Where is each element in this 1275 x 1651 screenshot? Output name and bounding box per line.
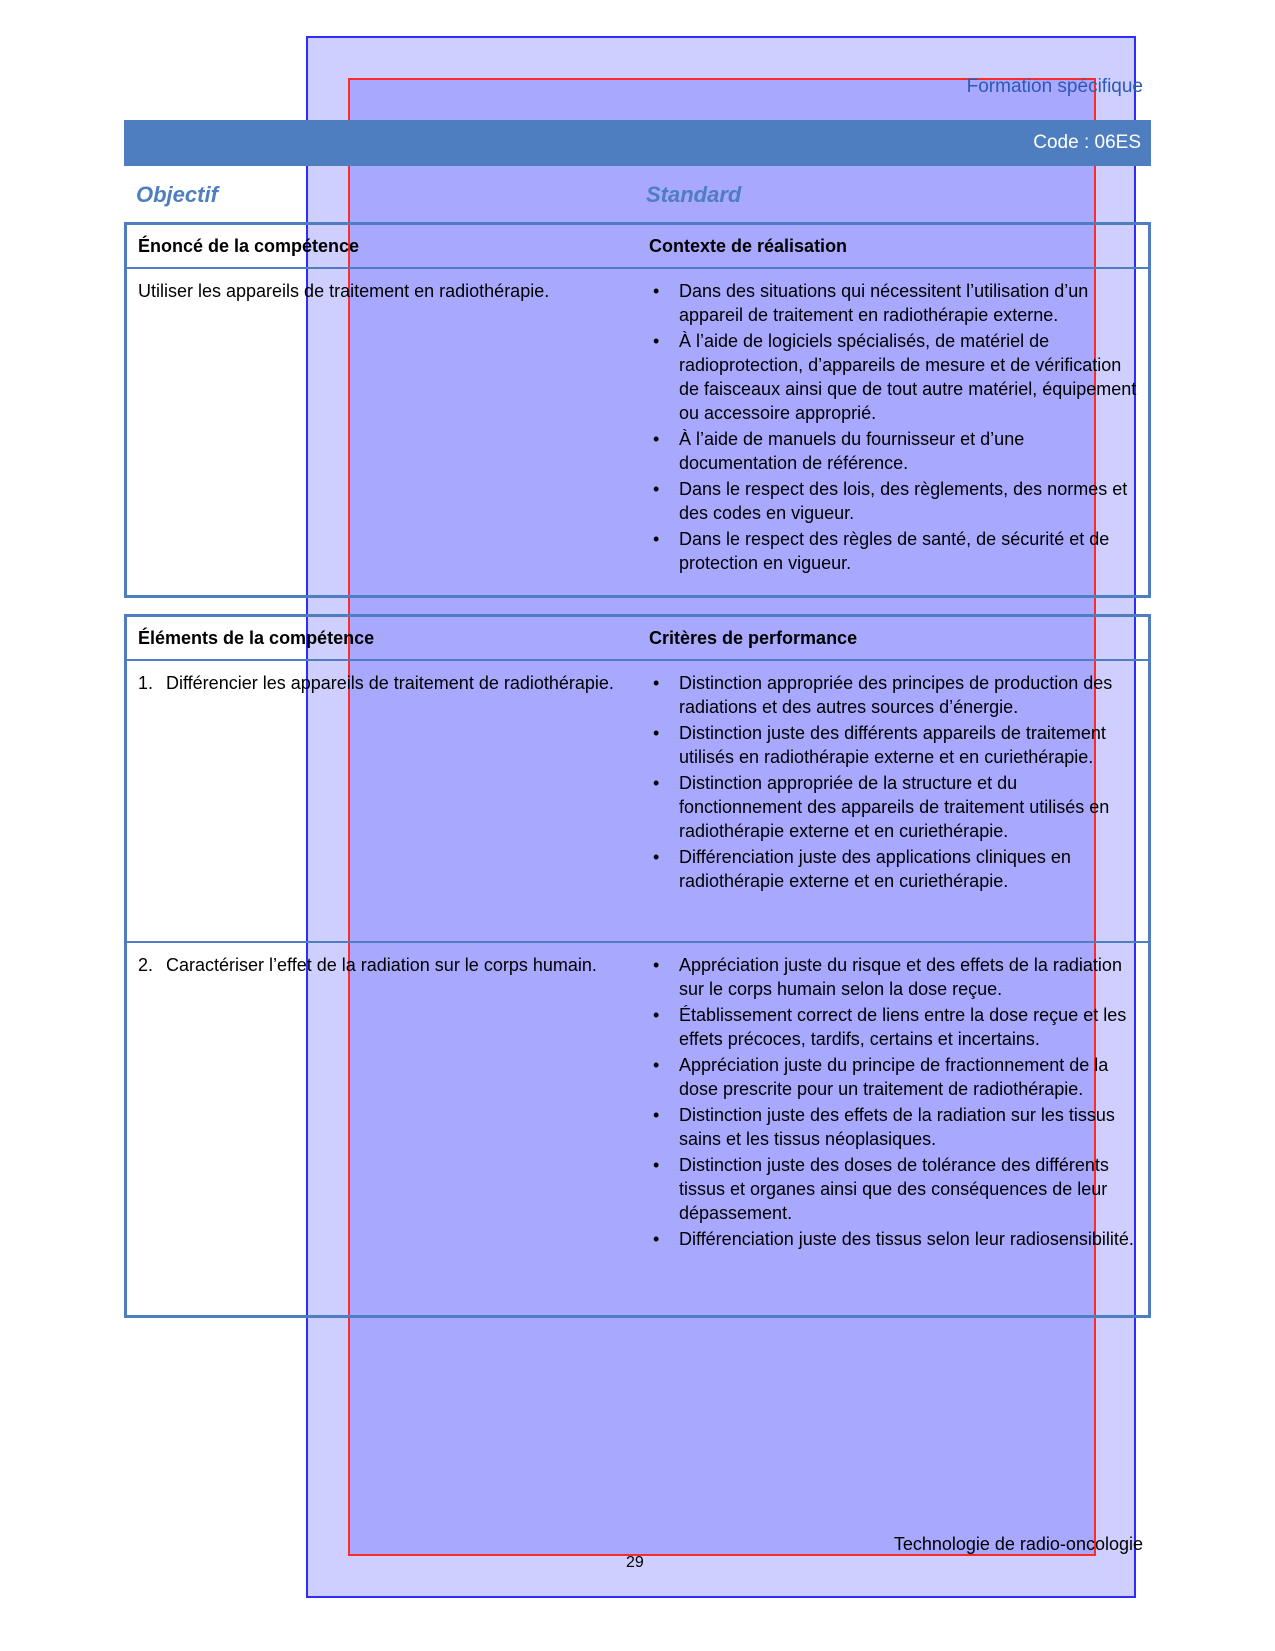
list-item: • Appréciation juste du principe de fractionnement de la dose prescrite pour un traitement de radiothérapie.: [653, 1055, 1109, 1099]
list-item: • Dans des situations qui nécessitent l’utilisation d’un appareil de traitement en radiothérapie externe.: [653, 281, 1089, 325]
bullet-dot-icon: •: [653, 955, 660, 975]
element-2-text: [138, 953, 628, 977]
contexte-list: [649, 279, 1144, 577]
header-formation-label: Formation spécifique: [966, 76, 1143, 97]
objectif-heading: Objectif: [136, 182, 218, 207]
element-1-text: [138, 671, 628, 695]
criteres-title: Critères de performance: [649, 628, 858, 648]
bullet-dot-icon: •: [653, 847, 660, 867]
bullet-dot-icon: •: [653, 281, 660, 301]
objective-standard-heading: [124, 180, 1151, 212]
elements-title: Éléments de la compétence: [138, 628, 375, 648]
competence-panel-header: [127, 225, 1148, 269]
performance-panel: [124, 614, 1151, 1318]
list-item: • Distinction juste des doses de tolérance des différents tissus et organes ainsi que des conséquences de leur dépassement.: [653, 1155, 1109, 1223]
bullet-dot-icon: •: [653, 1105, 660, 1125]
bullet-dot-icon: •: [653, 529, 660, 549]
list-item: • Dans le respect des règles de santé, de sécurité et de protection en vigueur.: [653, 529, 1110, 573]
list-item: • Différenciation juste des tissus selon leur radiosensibilité.: [653, 1229, 1134, 1249]
performance-panel-header: [127, 617, 1148, 661]
list-item: • À l’aide de logiciels spécialisés, de matériel de radioprotection, d’appareils de mesure et de vérification de faisceaux ainsi que de tout autre matériel, équipement ou accessoire approprié.: [653, 331, 1137, 423]
element-row-2: [127, 941, 1148, 1315]
list-item: • Distinction appropriée de la structure et du fonctionnement des appareils de traitement utilisés en radiothérapie externe et en curiethérapie.: [653, 773, 1110, 841]
bullet-dot-icon: •: [653, 1229, 660, 1249]
bullet-dot-icon: •: [653, 331, 660, 351]
enonce-title: Énoncé de la compétence: [138, 236, 360, 256]
competence-panel: [124, 222, 1151, 598]
standard-heading: Standard: [646, 182, 742, 207]
code-label: Code : 06ES: [1033, 132, 1141, 153]
bullet-dot-icon: •: [653, 479, 660, 499]
list-item: • Appréciation juste du risque et des effets de la radiation sur le corps humain selon la dose reçue.: [653, 955, 1122, 999]
list-item: • Distinction juste des différents appareils de traitement utilisés en radiothérapie externe et en curiethérapie.: [653, 723, 1106, 767]
list-item: • Dans le respect des lois, des règlements, des normes et des codes en vigueur.: [653, 479, 1128, 523]
element-1-number: 1.: [138, 673, 154, 693]
list-item: • À l’aide de manuels du fournisseur et d’une documentation de référence.: [653, 429, 1025, 473]
bullet-dot-icon: •: [653, 1005, 660, 1025]
bullet-dot-icon: •: [653, 773, 660, 793]
bullet-dot-icon: •: [653, 673, 660, 693]
bullet-dot-icon: •: [653, 1055, 660, 1075]
list-item: • Distinction appropriée des principes de production des radiations et des autres sources d’énergie.: [653, 673, 1113, 717]
competence-row: [127, 269, 1148, 595]
page-number: 29: [626, 1554, 644, 1571]
element-1-criteria: [649, 671, 1144, 895]
contexte-bullets: [649, 279, 1144, 575]
element-2-bullets: [649, 953, 1144, 1251]
footer-program: Technologie de radio-oncologie: [893, 1534, 1143, 1554]
contexte-title: Contexte de réalisation: [649, 236, 848, 256]
element-1-bullets: [649, 671, 1144, 893]
element-2-criteria: [649, 953, 1144, 1253]
element-2-number: 2.: [138, 955, 154, 975]
enonce-text: Utiliser les appareils de traitement en radiothérapie.: [138, 281, 550, 301]
list-item: • Établissement correct de liens entre la dose reçue et les effets précoces, tardifs, certains et incertains.: [653, 1005, 1127, 1049]
bullet-dot-icon: •: [653, 1155, 660, 1175]
element-row-1: [127, 661, 1148, 941]
list-item: • Distinction juste des effets de la radiation sur les tissus sains et les tissus néoplasiques.: [653, 1105, 1115, 1149]
list-item: • Différenciation juste des applications cliniques en radiothérapie externe et en curiethérapie.: [653, 847, 1071, 891]
code-bar: [124, 120, 1151, 166]
bullet-dot-icon: •: [653, 723, 660, 743]
bullet-dot-icon: •: [653, 429, 660, 449]
element-2-label: Caractériser l’effet de la radiation sur le corps humain.: [166, 955, 597, 975]
element-1-label: Différencier les appareils de traitement de radiothérapie.: [166, 673, 614, 693]
